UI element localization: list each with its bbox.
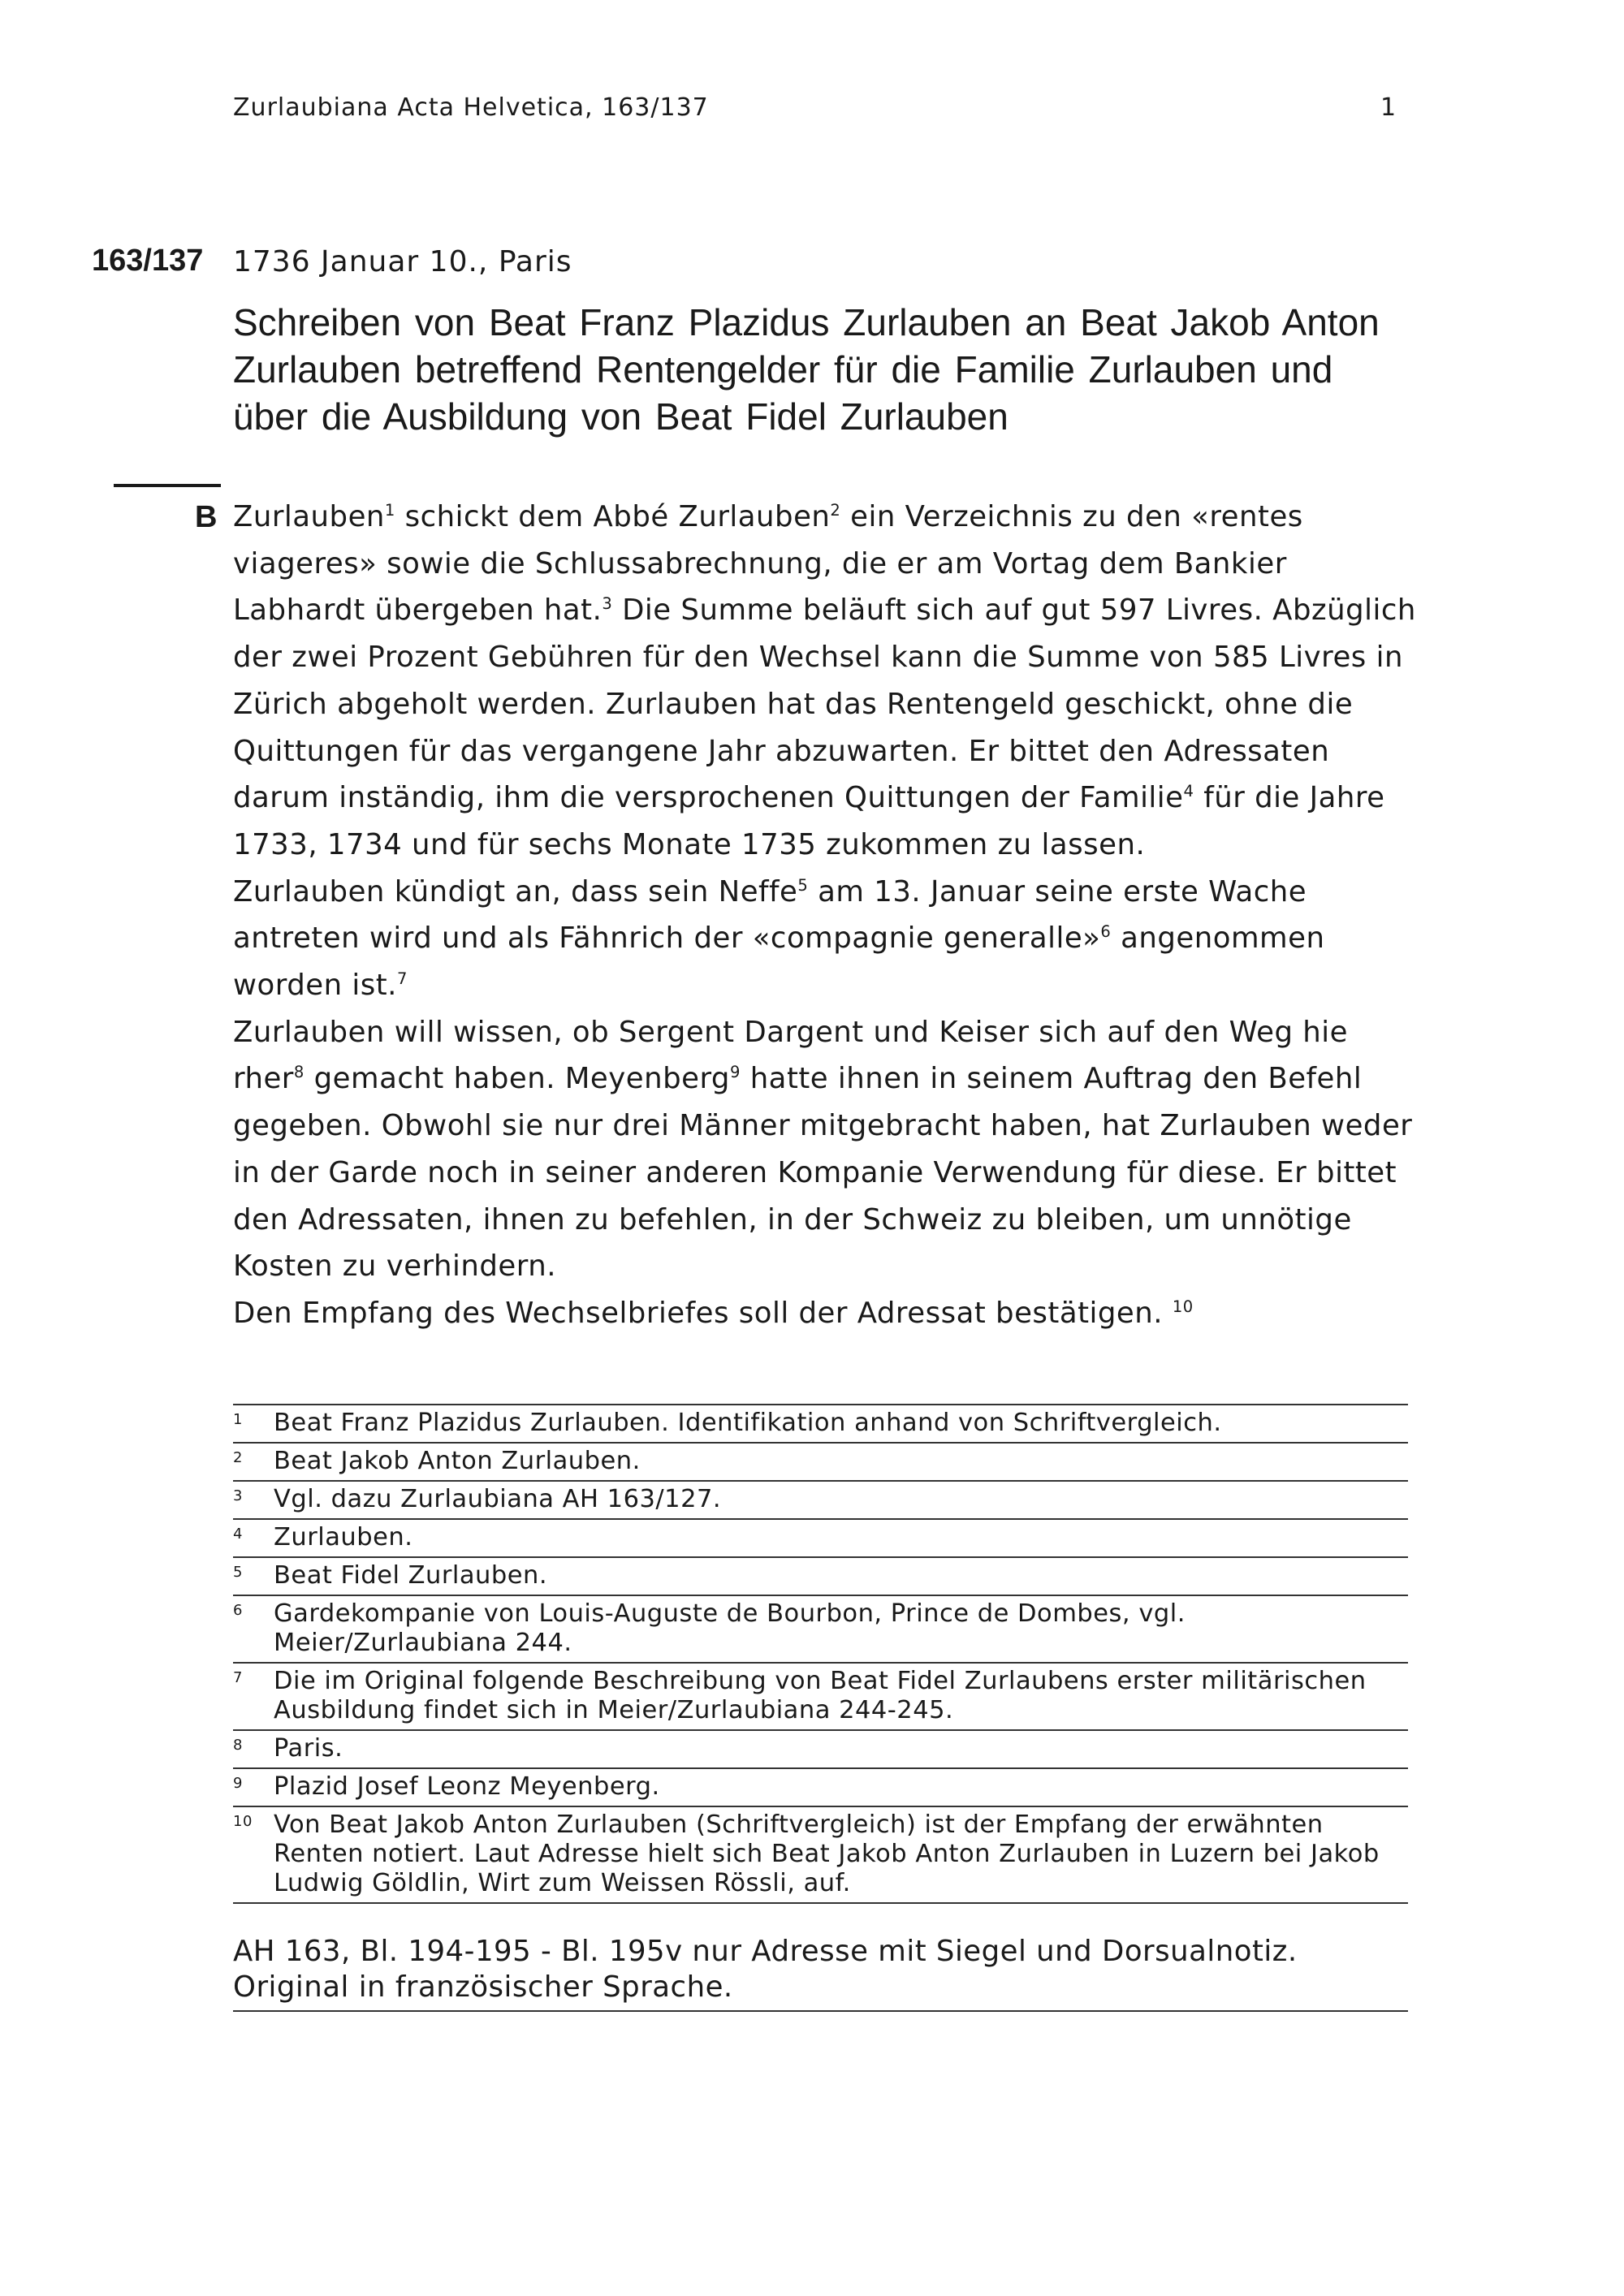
text-run: ein Verzeichnis zu den «rentes viageres» sowie die Schlussabrechnung, die er am Vortag dem Bankier Labhardt übergeben hat. (233, 500, 1303, 628)
footnote (233, 1405, 1408, 1444)
footnote-number: 7 (233, 1669, 243, 1686)
summary-paragraph (233, 869, 1427, 1009)
footnote-text: Beat Franz Plazidus Zurlauben. Identifikation anhand von Schriftvergleich. (274, 1409, 1222, 1437)
document-date-place: 1736 Januar 10., Paris (233, 245, 572, 278)
footnote-ref[interactable]: 9 (729, 1063, 741, 1082)
footnote-text: Paris. (274, 1734, 343, 1763)
text-run: Zurlauben (233, 500, 385, 533)
summary-paragraph (233, 1290, 1427, 1337)
footnote-ref[interactable]: 4 (1183, 782, 1194, 801)
footnote-ref[interactable]: 5 (797, 875, 809, 895)
text-run: hatte ihnen in seinem Auftrag den Befehl gegeben. Obwohl sie nur drei Männer mitgebracht haben, hat Zurlauben weder in der Garde noch in seiner anderen Kompanie Verwendung für diese. Er bittet den Adressaten, ihnen zu befehlen, in der Schweiz zu bleiben, um unnötige Kosten zu verhindern. (233, 1062, 1413, 1284)
footnote (233, 1520, 1408, 1558)
footnote-number: 1 (233, 1411, 243, 1428)
text-run: gemacht haben. Meyenberg (313, 1062, 730, 1096)
footnote-number: 9 (233, 1775, 243, 1792)
footnote-number: 3 (233, 1487, 243, 1504)
footnote (233, 1596, 1408, 1664)
page-number: 1 (1380, 93, 1397, 122)
footnote (233, 1664, 1408, 1731)
footnote-number: 4 (233, 1526, 243, 1543)
summary-paragraph (233, 494, 1427, 869)
footnote-text: Beat Jakob Anton Zurlauben. (274, 1447, 641, 1475)
footnote-ref[interactable]: 7 (396, 969, 408, 989)
footnote-number: 5 (233, 1564, 243, 1581)
footnote-text: Von Beat Jakob Anton Zurlauben (Schriftvergleich) ist der Empfang der erwähnten Renten notiert. Laut Adresse hielt sich Beat Jakob Anton Zurlauben in Luzern bei Jakob Ludwig Göldlin, Wirt zum Weissen Rössli, auf. (274, 1810, 1380, 1897)
document-title: Schreiben von Beat Franz Plazidus Zurlauben an Beat Jakob Anton Zurlauben betreffend Rentengelder für die Familie Zurlauben und über die Ausbildung von Beat Fidel Zurlauben (233, 301, 1380, 438)
footnote-ref[interactable]: 2 (830, 501, 841, 520)
footnote-text: Zurlauben. (274, 1523, 413, 1552)
footnote-ref[interactable]: 3 (602, 594, 613, 614)
footnote-ref[interactable]: 8 (293, 1063, 304, 1082)
footnote (233, 1769, 1408, 1807)
footnote (233, 1558, 1408, 1596)
footnote-number: 10 (233, 1813, 253, 1830)
footnote-text: Die im Original folgende Beschreibung von Beat Fidel Zurlaubens erster militärischen Ausbildung findet sich in Meier/Zurlaubiana 244-245. (274, 1667, 1367, 1724)
text-run: schickt dem Abbé Zurlauben (404, 500, 831, 533)
footnote-number: 6 (233, 1602, 243, 1619)
footnote-text: Plazid Josef Leonz Meyenberg. (274, 1772, 660, 1801)
footnote (233, 1444, 1408, 1482)
source-line: AH 163, Bl. 194-195 - Bl. 195v nur Adresse mit Siegel und Dorsualnotiz. (233, 1935, 1298, 1968)
footnotes (233, 1404, 1408, 1904)
running-header: Zurlaubiana Acta Helvetica, 163/137 (233, 93, 709, 122)
text-run: Zurlauben will wissen, ob Sergent Dargent und Keiser sich auf den Weg hie rher (233, 1015, 1348, 1096)
section-rule (114, 484, 221, 487)
text-run: Den Empfang des Wechselbriefes soll der Adressat bestätigen. (233, 1296, 1164, 1330)
footnote-text: Vgl. dazu Zurlaubiana AH 163/127. (274, 1485, 722, 1513)
footnote (233, 1731, 1408, 1769)
source-line: Original in französischer Sprache. (233, 1970, 733, 2004)
text-run: Die Summe beläuft sich auf gut 597 Livres. Abzüglich der zwei Prozent Gebühren für den Wechsel kann die Summe von 585 Livres in Zürich abgeholt werden. Zurlauben hat das Rentengeld geschickt, ohne die Quittungen für das vergangene Jahr abzuwarten. Er bittet den Adressaten darum inständig, ihm die versprochenen Quittungen der Familie (233, 593, 1416, 815)
footnote-number: 2 (233, 1449, 243, 1466)
footnote-number: 8 (233, 1737, 243, 1754)
text-run: Zurlauben kündigt an, dass sein Neffe (233, 874, 798, 908)
text-run: angenommen worden ist. (233, 921, 1325, 1003)
document-number: 163/137 (92, 244, 204, 278)
footnote-ref[interactable]: 10 (1172, 1297, 1194, 1317)
footnote (233, 1482, 1408, 1520)
text-run: am 13. Januar seine erste Wache antreten wird und als Fähnrich der «compagnie generalle» (233, 874, 1307, 956)
footnote-ref[interactable]: 1 (384, 501, 395, 520)
footnote-ref[interactable]: 6 (1100, 922, 1112, 942)
summary-text (233, 494, 1427, 1337)
section-marker: B (195, 500, 218, 534)
footnote-text: Beat Fidel Zurlauben. (274, 1561, 548, 1590)
text-run: für die Jahre 1733, 1734 und für sechs Monate 1735 zukommen zu lassen. (233, 781, 1385, 861)
summary-paragraph (233, 1009, 1427, 1290)
footnote-text: Gardekompanie von Louis-Auguste de Bourbon, Prince de Dombes, vgl. Meier/Zurlaubiana 244. (274, 1599, 1186, 1657)
source-note (233, 1934, 1408, 2012)
footnote (233, 1807, 1408, 1904)
